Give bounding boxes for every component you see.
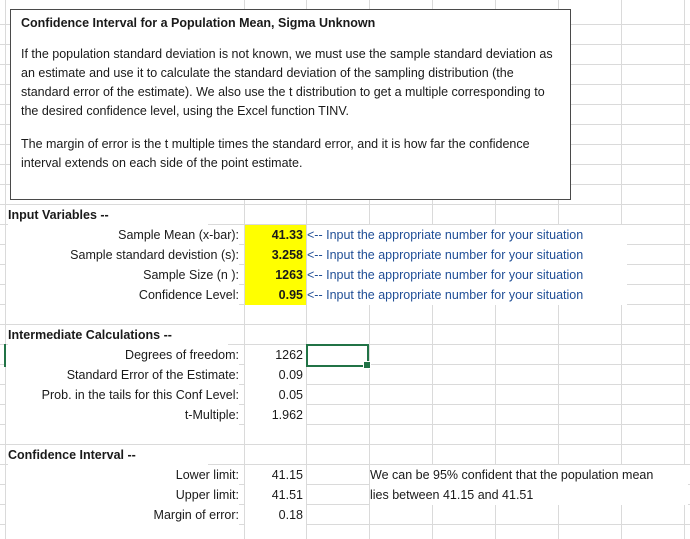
- upper-limit-value[interactable]: 41.51: [245, 485, 306, 505]
- textbox-title: Confidence Interval for a Population Mean, Sigma Unknown: [21, 16, 376, 30]
- sample-size-label[interactable]: Sample Size (n ):: [6, 265, 239, 285]
- standard-error-value[interactable]: 0.09: [245, 365, 306, 385]
- explanation-textbox[interactable]: [10, 9, 571, 200]
- sample-mean-label[interactable]: Sample Mean (x-bar):: [6, 225, 239, 245]
- textbox-paragraph-1: If the population standard deviation is not known, we must use the sample standard deviation as an estimate and use it to calculate the standard deviation of the sampling distribution (the standard error of the estimate). We also use the t distribution to get a multiple corresponding to the desired confidence level, using the Excel function TINV.: [21, 47, 553, 118]
- degrees-of-freedom-value[interactable]: 1262: [245, 345, 306, 365]
- t-multiple-value[interactable]: 1.962: [245, 405, 306, 425]
- margin-of-error-label[interactable]: Margin of error:: [6, 505, 239, 525]
- confidence-level-label[interactable]: Confidence Level:: [6, 285, 239, 305]
- tail-probability-label[interactable]: Prob. in the tails for this Conf Level:: [6, 385, 239, 405]
- lower-limit-label[interactable]: Lower limit:: [6, 465, 239, 485]
- confidence-level-input[interactable]: 0.95: [245, 285, 306, 305]
- tail-probability-value[interactable]: 0.05: [245, 385, 306, 405]
- sample-mean-input[interactable]: 41.33: [245, 225, 306, 245]
- sample-mean-note[interactable]: <-- Input the appropriate number for your situation: [307, 225, 627, 245]
- lower-limit-value[interactable]: 41.15: [245, 465, 306, 485]
- input-variables-header[interactable]: Input Variables --: [8, 205, 208, 225]
- textbox-paragraph-2: The margin of error is the t multiple times the standard error, and it is how far the confidence interval extends on each side of the point estimate.: [21, 137, 530, 170]
- degrees-of-freedom-label[interactable]: Degrees of freedom:: [6, 345, 239, 365]
- confidence-level-note[interactable]: <-- Input the appropriate number for your situation: [307, 285, 627, 305]
- sample-stdev-input[interactable]: 3.258: [245, 245, 306, 265]
- margin-of-error-value[interactable]: 0.18: [245, 505, 306, 525]
- upper-limit-label[interactable]: Upper limit:: [6, 485, 239, 505]
- conclusion-line-2[interactable]: lies between 41.15 and 41.51: [370, 485, 688, 505]
- confidence-interval-header[interactable]: Confidence Interval --: [8, 445, 208, 465]
- sample-stdev-label[interactable]: Sample standard devistion (s):: [6, 245, 239, 265]
- standard-error-label[interactable]: Standard Error of the Estimate:: [6, 365, 239, 385]
- fill-handle[interactable]: [363, 361, 371, 369]
- t-multiple-label[interactable]: t-Multiple:: [6, 405, 239, 425]
- sample-stdev-note[interactable]: <-- Input the appropriate number for your situation: [307, 245, 627, 265]
- active-row-marker: [4, 344, 6, 367]
- sample-size-note[interactable]: <-- Input the appropriate number for your situation: [307, 265, 627, 285]
- sample-size-input[interactable]: 1263: [245, 265, 306, 285]
- conclusion-line-1[interactable]: We can be 95% confident that the population mean: [370, 465, 688, 485]
- selected-cell[interactable]: [306, 344, 369, 367]
- intermediate-calculations-header[interactable]: Intermediate Calculations --: [8, 325, 228, 345]
